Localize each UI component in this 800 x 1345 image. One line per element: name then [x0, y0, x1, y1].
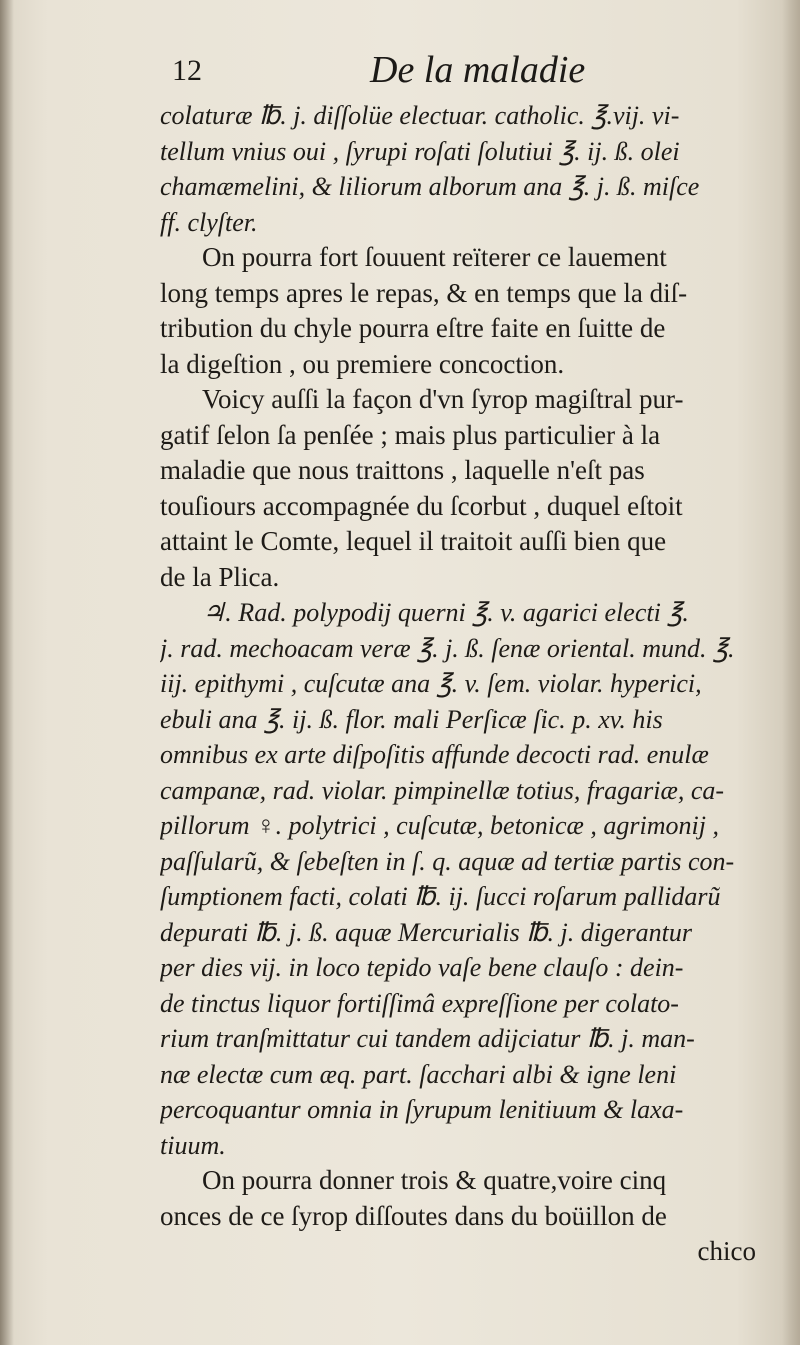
text-line: iij. epithymi , cuſcutæ ana ℥. v. ſem. violar. hyperici,	[160, 669, 702, 698]
text-line: ſumptionem facti, colati ℔. ij. ſucci roſarum pallidarũ	[160, 882, 721, 911]
text-line: per dies vij. in loco tepido vaſe bene clauſo : dein-	[160, 953, 684, 982]
text-line: tribution du chyle pourra eſtre faite en ſuitte de	[160, 313, 666, 343]
running-title: De la maladie	[370, 49, 586, 91]
text-line: Voicy auſſi la façon d'vn ſyrop magiſtral pur-	[202, 384, 684, 414]
text-line: On pourra donner trois & quatre,voire cinq	[202, 1165, 667, 1195]
text-line: ♃. Rad. polypodij querni ℥. v. agarici electi ℥.	[202, 598, 689, 627]
text-line: On pourra fort ſouuent reïterer ce lauement	[202, 242, 667, 272]
text-line: j. rad. mechoacam veræ ℥. j. ß. ſenæ oriental. mund. ℥.	[160, 633, 735, 663]
text-line: long temps apres le repas, & en temps que la diſ-	[160, 277, 688, 308]
text-line: touſiours accompagnée du ſcorbut , duquel eſtoit	[160, 490, 683, 521]
text-line: attaint le Comte, lequel il traitoit auſſi bien que	[160, 526, 667, 556]
body-text	[160, 98, 796, 1270]
text-line: tiuum.	[160, 1130, 226, 1160]
text-line: colaturæ ℔. j. diſſolüe electuar. catholic. ℥.vij. vi-	[160, 101, 680, 130]
text-line: onces de ce ſyrop diſſoutes dans du boüillon de	[160, 1200, 667, 1231]
text-line: maladie que nous traittons , laquelle n'eſt pas	[160, 455, 645, 485]
text-line: ff. clyſter.	[160, 207, 258, 237]
text-line: gatif ſelon ſa penſée ; mais plus particulier à la	[160, 419, 661, 450]
text-line: omnibus ex arte diſpoſitis affunde decocti rad. enulæ	[160, 740, 709, 769]
text-line: ebuli ana ℥. ij. ß. flor. mali Perſicæ ſic. p. xv. his	[160, 704, 663, 734]
text-line: tellum vnius oui , ſyrupi roſati ſolutiui ℥. ij. ß. olei	[160, 136, 680, 166]
text-line: chico	[697, 1236, 756, 1266]
text-line: næ electæ cum æq. part. ſacchari albi & igne leni	[160, 1059, 677, 1089]
text-line: pillorum ♀. polytrici , cuſcutæ, betonicæ , agrimonij ,	[160, 811, 719, 840]
page-header	[172, 48, 612, 102]
text-line: de tinctus liquor fortiſſimâ expreſſione per colato-	[160, 988, 679, 1018]
text-line: paſſularũ, & ſebeſten in ſ. q. aquæ ad tertiæ partis con-	[160, 846, 735, 876]
text-line: chamæmelini, & liliorum alborum ana ℥. j. ß. miſce	[160, 172, 700, 201]
text-line: campanæ, rad. violar. pimpinellæ totius, fragariæ, ca-	[160, 775, 725, 805]
text-line: depurati ℔. j. ß. aquæ Mercurialis ℔. j. digerantur	[160, 917, 692, 947]
binding-shadow	[0, 0, 14, 1345]
text-line: rium tranſmittatur cui tandem adijciatur ℔. j. man-	[160, 1024, 695, 1053]
page-number: 12	[172, 54, 202, 87]
text-line: de la Plica.	[160, 561, 280, 592]
text-line: percoquantur omnia in ſyrupum lenitiuum & laxa-	[160, 1095, 684, 1124]
text-line: la digeſtion , ou premiere concoction.	[160, 348, 565, 379]
